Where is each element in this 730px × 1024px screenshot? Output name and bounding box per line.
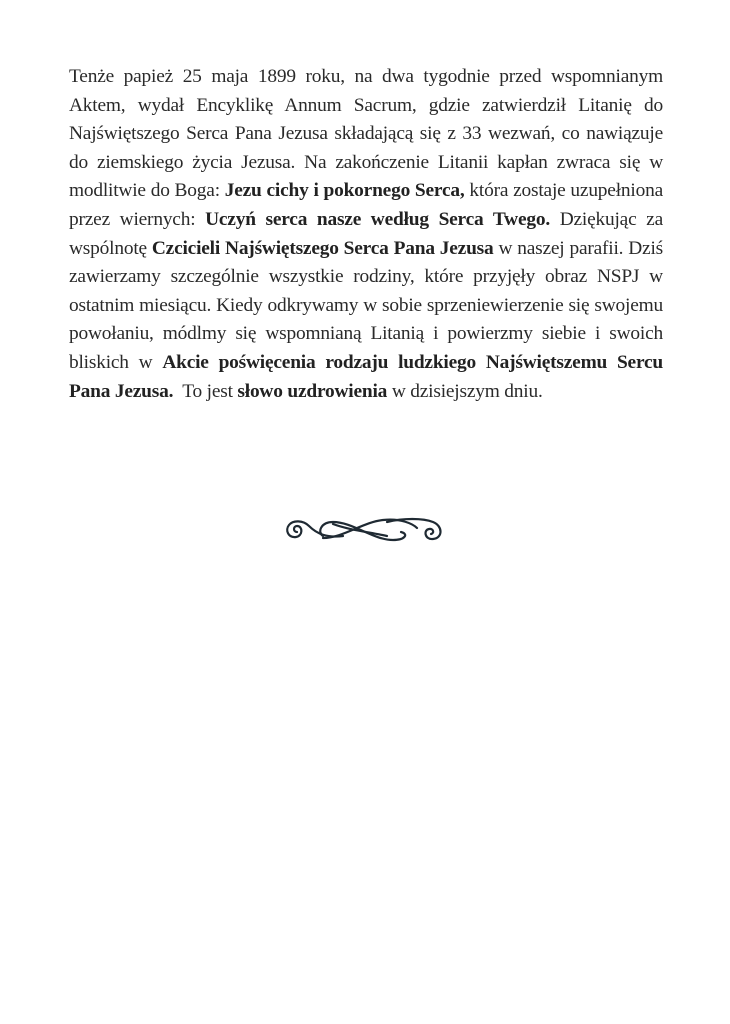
bold-act-name: Akcie poświęcenia rodzaju ludzkiego Najświętszemu Sercu Pana Jezusa. xyxy=(69,351,663,402)
bold-prayer-invocation: Jezu cichy i pokornego Serca, xyxy=(224,180,465,202)
right-curl xyxy=(387,519,441,539)
bold-prayer-response: Uczyń serca nasze według Serca Twego. xyxy=(205,208,550,230)
bold-healing-word: słowo uzdrowienia xyxy=(237,380,388,402)
text-run: która zostaje uzupełniona przez wiernych: xyxy=(69,180,663,230)
text-run: Dziękując za wspólnotę xyxy=(69,208,663,259)
text-run: Tenże papież 25 maja 1899 roku, na dwa tygodnie przed wspomnianym Aktem, wydał Encyklikę Annum Sacrum, gdzie zatwierdził Litanię do Najświętszego Serca Pana Jezusa składającą się z 33 wezwań, co nawiązuje do ziemskiego życia Jezusa. Na zakończenie Litanii kapłan zwraca się w modlitwie do Boga: xyxy=(69,66,663,202)
body-paragraph xyxy=(69,63,663,406)
bold-community-name: Czcicieli Najświętszego Serca Pana Jezusa xyxy=(151,237,494,259)
flourish-divider-icon xyxy=(283,510,447,550)
text-run: To jest xyxy=(173,380,238,402)
text-run: w naszej parafii. Dziś zawierzamy szczególnie wszystkie rodziny, które przyjęły obraz NSPJ w ostatnim miesiącu. Kiedy odkrywamy w sobie sprzeniewierzenie się swojemu powołaniu, módlmy się wspomnianą Litanią i powierzmy siebie i swoich bliskich w xyxy=(69,237,663,373)
text-run: w dzisiejszym dniu. xyxy=(387,380,543,402)
